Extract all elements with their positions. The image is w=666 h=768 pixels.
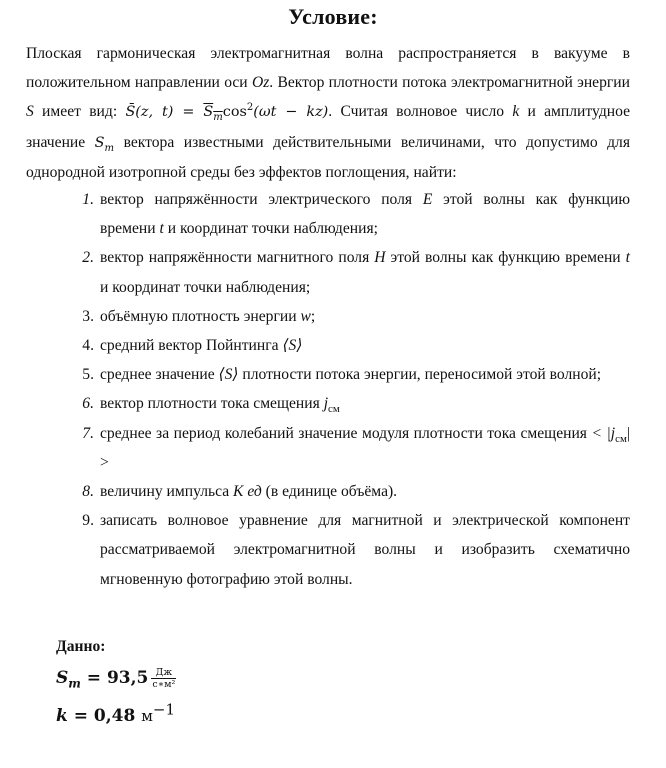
s-symbol: S: [26, 103, 34, 121]
task-list: [70, 185, 630, 594]
poynting-formula: S̄(z, $t) = S_m\cos^2(\omega t - kz)$: [125, 102, 329, 124]
problem-statement: [26, 39, 630, 187]
problem-text: Плоская гармоническая электромагнитная волна распространяется в вакууме в положительном направлении оси Oz. Вектор плотности потока электромагнитной энергии S имеет вид: S̄(z, $t) = S_m\cos^2(\omega t - kz)$. Считая волновое число k и амплитудное значение $S_m$ вектора известными действительными величинами, что допустимо для однородной изотропной среды без эффектов поглощения, найти:: [26, 45, 631, 181]
page-title: Условие:: [288, 4, 378, 29]
given-k-value: k = 0,48 $м^{-1}$: [56, 700, 175, 726]
list-item: 3. объёмную плотность энергии w;: [82, 307, 316, 325]
k-symbol: k: [512, 103, 520, 121]
list-item: 9. записать волновое уравнение для магнитной и электрической компонент рассматриваемой электромагнитной волны и изобразить схематично мгновенную фотографию этой волны.: [82, 512, 630, 588]
sm-unit-fraction: $\frac{Дж}{\text{с∗м²}}$: [152, 667, 176, 690]
list-item: 5. среднее значение ⟨S⟩ плотности потока энергии, переносимой этой волной;: [82, 366, 602, 384]
list-item: 7. среднее за период колебаний значение модуля плотности тока смещения < $|j_{см}|$ >: [82, 424, 630, 471]
list-item: 4. средний вектор Пойнтинга ⟨S⟩: [82, 337, 303, 355]
sm-symbol: $S_m$: [94, 134, 115, 154]
given-heading: Данно:: [56, 638, 106, 655]
axis-symbol: Oz: [251, 74, 270, 92]
list-item: 2. вектор напряжённости магнитного поля H этой волны как функцию времени t и координат точки наблюдения;: [82, 249, 630, 296]
list-item: 8. величину импульса K ед (в единице объёма).: [82, 483, 398, 501]
list-item: 6. вектор плотности тока смещения $j_{см}$: [82, 395, 340, 416]
given-sm-value: $S_m = 93,5$ $\frac{Дж}{\text{с∗м²}}$: [56, 667, 176, 691]
list-item: 1. вектор напряжённости электрического поля E этой волны как функцию времени t и координат точки наблюдения;: [82, 191, 630, 238]
